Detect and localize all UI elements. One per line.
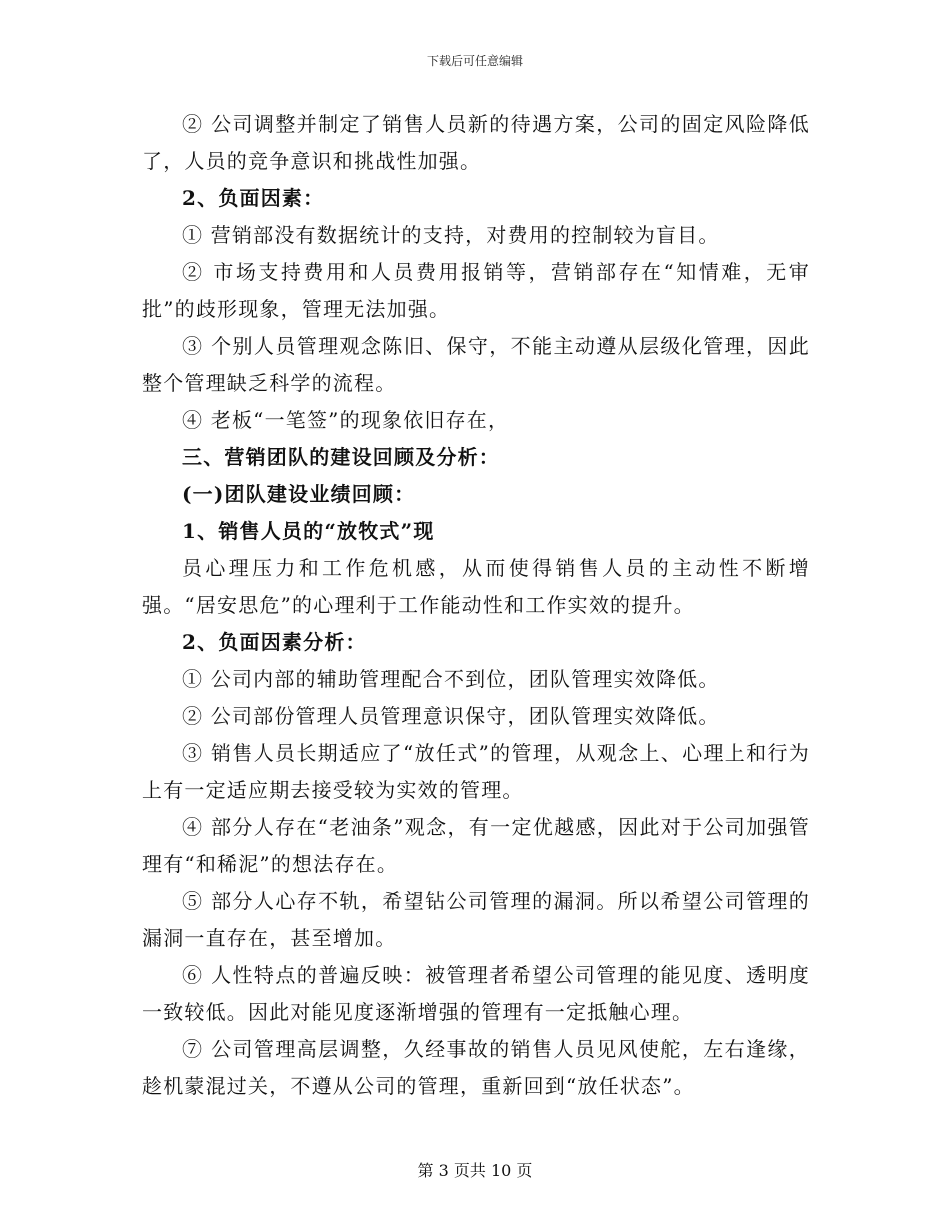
paragraph: ① 营销部没有数据统计的支持，对费用的控制较为盲目。 (182, 223, 720, 247)
section-heading: 2、负面因素分析： (182, 630, 367, 654)
section-heading: 2、负面因素： (182, 186, 325, 210)
paragraph: 员心理压力和工作危机感，从而使得销售人员的主动性不断增强。“居安思危”的心理利于工作能动性和工作实效的提升。 (142, 556, 810, 617)
paragraph: ④ 老板“一笔签”的现象依旧存在， (182, 408, 510, 432)
paragraph: ⑥ 人性特点的普遍反映：被管理者希望公司管理的能见度、透明度一致较低。因此对能见度逐渐增强的管理有一定抵触心理。 (142, 963, 810, 1024)
paragraph: ③ 个别人员管理观念陈旧、保守，不能主动遵从层级化管理，因此整个管理缺乏科学的流程。 (142, 334, 810, 395)
paragraph: ② 公司部份管理人员管理意识保守，团队管理实效降低。 (182, 704, 720, 728)
section-heading: 1、销售人员的“放牧式”现 (182, 519, 435, 543)
section-heading: (一)团队建设业绩回顾： (182, 482, 416, 506)
page-number: 第 3 页共 10 页 (417, 1161, 533, 1180)
paragraph: ⑤ 部分人心存不轨，希望钻公司管理的漏洞。所以希望公司管理的漏洞一直存在，甚至增加。 (142, 889, 810, 950)
paragraph: ① 公司内部的辅助管理配合不到位，团队管理实效降低。 (182, 667, 720, 691)
paragraph: ④ 部分人存在“老油条”观念，有一定优越感，因此对于公司加强管理有“和稀泥”的想法存在。 (142, 815, 810, 876)
page-header: 下载后可任意编辑 (426, 54, 523, 68)
paragraph: ② 公司调整并制定了销售人员新的待遇方案，公司的固定风险降低了，人员的竞争意识和挑战性加强。 (142, 112, 810, 173)
paragraph: ③ 销售人员长期适应了“放任式”的管理，从观念上、心理上和行为上有一定适应期去接受较为实效的管理。 (142, 741, 810, 802)
document-body (142, 106, 810, 1105)
paragraph: ② 市场支持费用和人员费用报销等，营销部存在“知情难，无审批”的歧形现象，管理无法加强。 (142, 260, 810, 321)
paragraph: ⑦ 公司管理高层调整，久经事故的销售人员见风使舵，左右逢缘，趁机蒙混过关，不遵从公司的管理，重新回到“放任状态”。 (142, 1037, 810, 1098)
section-heading: 三、营销团队的建设回顾及分析： (182, 445, 500, 469)
